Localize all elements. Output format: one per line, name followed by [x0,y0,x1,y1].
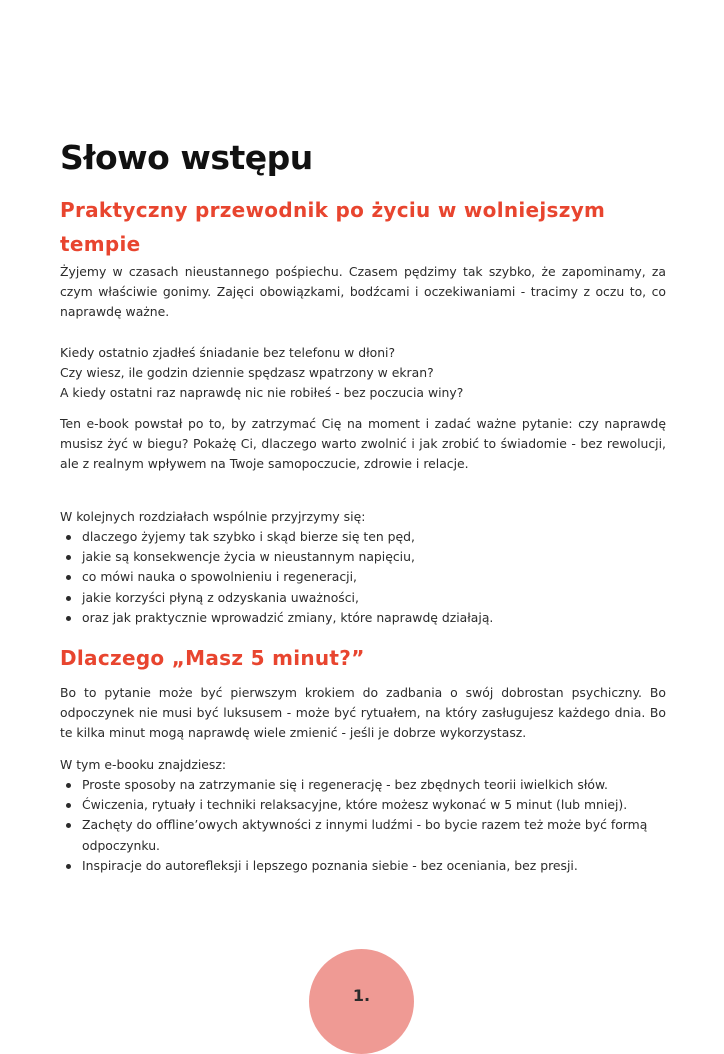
contents-list [60,775,666,876]
list-item: jakie korzyści płyną z odzyskania uważności, [60,588,666,608]
page-number-badge [309,949,414,1054]
page-number: 1. [352,986,371,1005]
question-line: Kiedy ostatnio zjadłeś śniadanie bez telefonu w dłoni? [60,345,396,360]
list-item: co mówi nauka o spowolnieniu i regeneracji, [60,567,666,587]
list-item: Proste sposoby na zatrzymanie się i regenerację - bez zbędnych teorii iwielkich słów. [60,775,666,795]
chapters-list [60,527,666,628]
list-item: jakie są konsekwencje życia w nieustannym napięciu, [60,547,666,567]
list-item: Ćwiczenia, rytuały i techniki relaksacyjne, które możesz wykonać w 5 minut (lub mniej). [60,795,666,815]
chapters-intro: W kolejnych rozdziałach wspólnie przyjrzymy się: [60,509,366,524]
page-title: Słowo wstępu [60,138,313,177]
purpose-paragraph: Ten e-book powstał po to, by zatrzymać Cię na moment i zadać ważne pytanie: czy naprawdę musisz żyć w biegu? Pokażę Ci, dlaczego warto zwolnić i jak zrobić to świadomie - bez rewolucji, ale z realnym wpływem na Twoje samopoczucie, zdrowie i relacje. [60,416,666,472]
list-item: Inspiracje do autorefleksji i lepszego poznania siebie - bez oceniania, bez presji. [60,856,666,876]
list-item: oraz jak praktycznie wprowadzić zmiany, które naprawdę działają. [60,608,666,628]
contents-intro: W tym e-booku znajdziesz: [60,757,227,772]
question-line: A kiedy ostatni raz naprawdę nic nie robiłeś - bez poczucia winy? [60,385,464,401]
section-heading: Dlaczego „Masz 5 minut?” [60,646,365,670]
intro-questions [60,343,666,404]
list-item: Zachęty do offline’owych aktywności z innymi ludźmi - bo bycie razem też może być formą odpoczynku. [60,815,666,855]
intro-paragraph: Żyjemy w czasach nieustannego pośpiechu. Czasem pędzimy tak szybko, że zapominamy, za czym właściwie gonimy. Zajęci obowiązkami, bodźcami i oczekiwaniami - tracimy z oczu to, co naprawdę ważne. [60,264,666,320]
question-line: Czy wiesz, ile godzin dziennie spędzasz wpatrzony w ekran? [60,365,434,381]
section-paragraph: Bo to pytanie może być pierwszym krokiem do zadbania o swój dobrostan psychiczny. Bo odpoczynek nie musi być luksusem - może być rytuałem, na który zasługujesz każdego dnia. Bo te kilka minut mogą naprawdę wiele zmienić - jeśli je dobrze wykorzystasz. [60,685,666,741]
page-subtitle: Praktyczny przewodnik po życiu w wolniejszym tempie [60,198,606,256]
list-item: dlaczego żyjemy tak szybko i skąd bierze się ten pęd, [60,527,666,547]
